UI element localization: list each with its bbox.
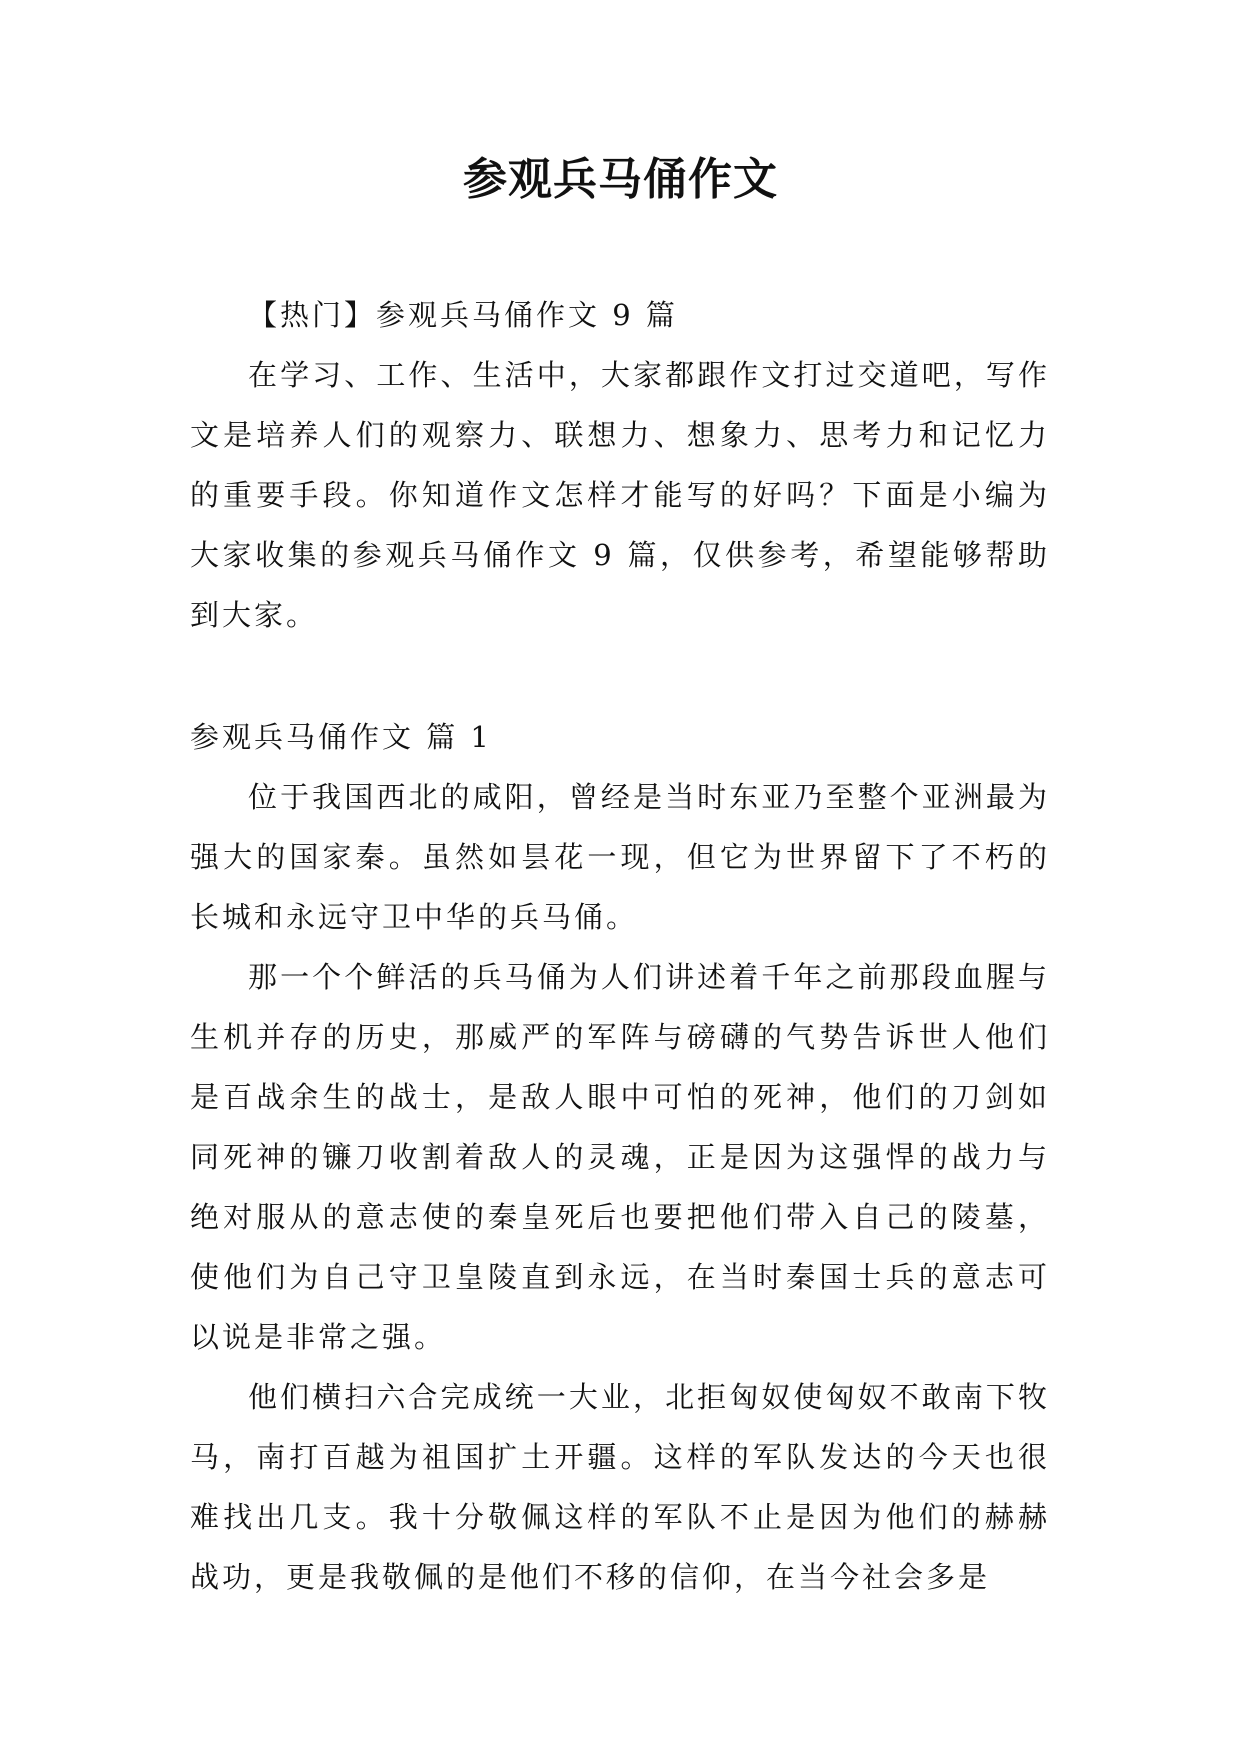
body-paragraph: 他们横扫六合完成统一大业，北拒匈奴使匈奴不敢南下牧马，南打百越为祖国扩土开疆。这样的军队发达的今天也很难找出几支。我十分敬佩这样的军队不止是因为他们的赫赫战功，更是我敬佩的是他们不移的信仰，在当今社会多是 — [190, 1380, 1050, 1594]
lead-line: 【热门】参观兵马俑作文 9 篇 — [248, 298, 678, 332]
intro-paragraph: 在学习、工作、生活中，大家都跟作文打过交道吧，写作文是培养人们的观察力、联想力、想象力、思考力和记忆力的重要手段。你知道作文怎样才能写的好吗？下面是小编为大家收集的参观兵马俑作文 9 篇，仅供参考，希望能够帮助到大家。 — [190, 358, 1050, 632]
document-title: 参观兵马俑作文 — [463, 154, 778, 205]
section-heading: 参观兵马俑作文 篇 1 — [190, 720, 492, 754]
body-paragraph: 那一个个鲜活的兵马俑为人们讲述着千年之前那段血腥与生机并存的历史，那威严的军阵与磅礴的气势告诉世人他们是百战余生的战士，是敌人眼中可怕的死神，他们的刀剑如同死神的镰刀收割着敌人的灵魂，正是因为这强悍的战力与绝对服从的意志使的秦皇死后也要把他们带入自己的陵墓，使他们为自己守卫皇陵直到永远，在当时秦国士兵的意志可以说是非常之强。 — [190, 960, 1050, 1354]
body-paragraph: 位于我国西北的咸阳，曾经是当时东亚乃至整个亚洲最为强大的国家秦。虽然如昙花一现，但它为世界留下了不朽的长城和永远守卫中华的兵马俑。 — [190, 780, 1050, 934]
document-body — [190, 285, 1050, 1607]
